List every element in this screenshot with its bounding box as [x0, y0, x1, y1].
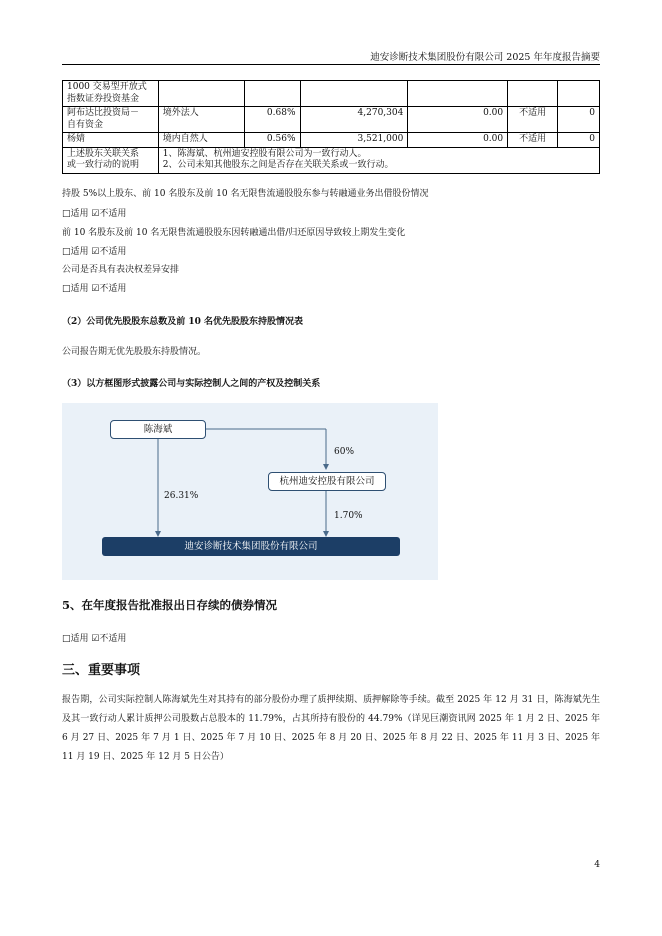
holder-name: 指数证券投资基金 — [67, 93, 140, 104]
holder-restricted: 0.00 — [408, 133, 508, 148]
pct-label-controller-company: 26.31% — [164, 491, 199, 501]
holder-shares — [300, 81, 408, 107]
holder-restricted — [408, 81, 508, 107]
relation-text: 2、公司未知其他股东之间是否存在关联关系或一致行动。 — [162, 160, 394, 170]
holder-shares: 3,521,000 — [300, 133, 408, 148]
ownership-diagram — [62, 403, 438, 580]
control-heading: （3）以方框图形式披露公司与实际控制人之间的产权及控制关系 — [62, 379, 321, 389]
table-row — [63, 147, 600, 173]
preferred-text: 公司报告期无优先股股东持股情况。 — [62, 347, 207, 357]
holder-pledge-qty: 0 — [558, 107, 600, 133]
holder-pledge-qty: 0 — [558, 133, 600, 148]
page-header-title: 迪安诊断技术集团股份有限公司 2025 年年度报告摘要 — [370, 52, 600, 63]
holder-pct: 0.68% — [244, 107, 300, 133]
change-title: 前 10 名股东及前 10 名无限售流通股股东因转融通出借/归还原因导致较上期发生变化 — [62, 228, 406, 238]
relation-label: 或一致行动的说明 — [67, 160, 140, 170]
margin-lending-title: 持股 5%以上股东、前 10 名股东及前 10 名无限售流通股股东参与转融通业务出借股份情况 — [62, 189, 429, 199]
relation-label: 上述股东关联关系 — [67, 148, 140, 159]
holder-name: 自有资金 — [67, 119, 104, 130]
option-not-applicable: □适用 ☑不适用 — [62, 284, 127, 294]
pct-label-controller-holding: 60% — [334, 447, 355, 457]
holder-pledge-qty — [558, 81, 600, 107]
major-matters-heading: 三、重要事项 — [62, 663, 141, 678]
relation-label-cell — [63, 147, 159, 173]
page-number: 4 — [594, 860, 600, 870]
holder-nature — [158, 81, 244, 107]
holder-name: 1000 交易型开放式 — [67, 82, 147, 92]
holder-nature: 境外法人 — [158, 107, 244, 133]
relation-text: 1、陈海斌、杭州迪安控股有限公司为一致行动人。 — [162, 148, 367, 159]
holder-shares: 4,270,304 — [300, 107, 408, 133]
holder-name-cell — [63, 81, 159, 107]
holder-pledge-status: 不适用 — [508, 133, 558, 148]
table-row — [63, 107, 600, 133]
holder-name-cell — [63, 107, 159, 133]
option-not-applicable: □适用 ☑不适用 — [62, 634, 127, 644]
holding-company-box: 杭州迪安控股有限公司 — [268, 472, 386, 491]
bond-heading: 5、在年度报告批准报出日存续的债券情况 — [62, 598, 277, 612]
major-matters-paragraph: 报告期，公司实际控制人陈海斌先生对其持有的部分股份办理了质押续期、质押解除等手续。截至 2025 年 12 月 31 日，陈海斌先生及其一致行动人累计质押公司股数占总股本的 11.79%，占其所持有股份的 44.79%（详见巨潮资讯网 2025 年 1 月 2 日、2025 年 6 月 27 日、2025 年 7 月 1 日、2025 年 7 月 10 日、2025 年 8 月 20 日、2025 年 8 月 22 日、2025 年 11 月 3 日、2025 年 11 月 19 日、2025 年 12 月 5 日公告） — [62, 695, 600, 762]
holder-restricted: 0.00 — [408, 107, 508, 133]
holder-nature: 境内自然人 — [158, 133, 244, 148]
company-box: 迪安诊断技术集团股份有限公司 — [102, 537, 400, 556]
preferred-heading: （2）公司优先股股东总数及前 10 名优先股股东持股情况表 — [62, 317, 304, 327]
relation-text-cell — [158, 147, 599, 173]
header-rule — [62, 64, 600, 65]
controller-box: 陈海斌 — [110, 420, 206, 439]
holder-pledge-status — [508, 81, 558, 107]
voting-title: 公司是否具有表决权差异安排 — [62, 265, 180, 275]
holder-pct — [244, 81, 300, 107]
holder-pct: 0.56% — [244, 133, 300, 148]
holder-name: 杨婧 — [63, 133, 159, 148]
table-row — [63, 133, 600, 148]
pct-label-holding-company: 1.70% — [334, 511, 363, 521]
shareholders-table — [62, 80, 600, 174]
table-row — [63, 81, 600, 107]
holder-pledge-status: 不适用 — [508, 107, 558, 133]
holder-name: 阿布达比投资局－ — [67, 108, 140, 118]
option-not-applicable: □适用 ☑不适用 — [62, 209, 127, 219]
option-not-applicable: □适用 ☑不适用 — [62, 247, 127, 257]
